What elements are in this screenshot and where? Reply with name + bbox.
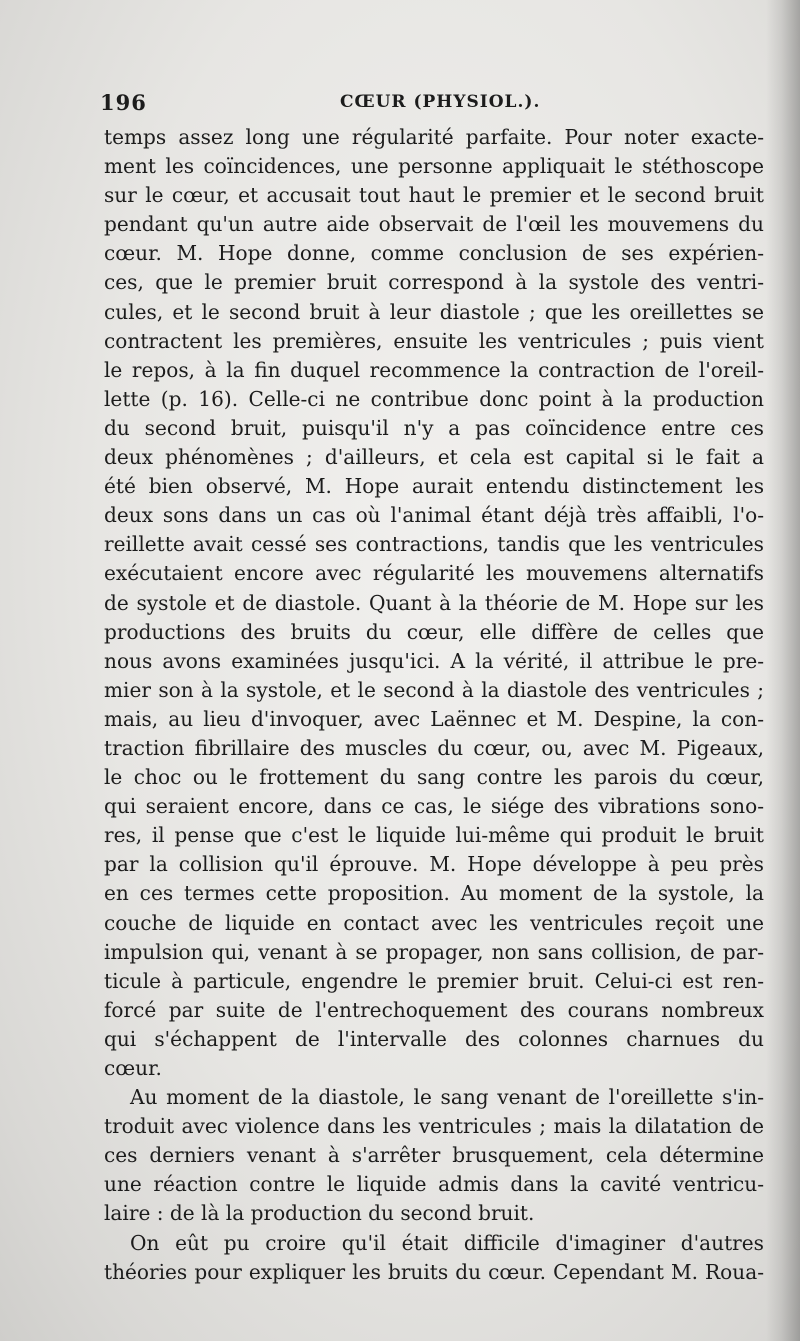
text-line: productions des bruits du cœur, elle diffère de celles que xyxy=(104,619,764,644)
text-line: traction fibrillaire des muscles du cœur, ou, avec M. Pigeaux, xyxy=(104,735,764,760)
text-line: On eût pu croire qu'il était difficile d'imaginer d'autres xyxy=(130,1230,764,1255)
running-title: CŒUR (PHYSIOL.). xyxy=(340,92,541,112)
text-line: exécutaient encore avec régularité les mouvemens alternatifs xyxy=(104,561,764,586)
text-line: temps assez long une régularité parfaite. Pour noter exacte- xyxy=(104,125,764,149)
text-line: mais, au lieu d'invoquer, avec Laënnec et M. Despine, la con- xyxy=(104,706,764,731)
text-line: en ces termes cette proposition. Au moment de la systole, la xyxy=(104,881,764,906)
text-line: pendant qu'un autre aide observait de l'œil les mouvemens du xyxy=(104,212,764,237)
text-line: impulsion qui, venant à se propager, non sans collision, de par- xyxy=(104,939,764,964)
page-gutter-shadow xyxy=(766,0,800,1341)
text-line: res, il pense que c'est le liquide lui-même qui produit le bruit xyxy=(104,823,764,848)
text-line: qui seraient encore, dans ce cas, le siége des vibrations sono- xyxy=(104,794,764,819)
text-line: ces derniers venant à s'arrêter brusquement, cela détermine xyxy=(104,1143,764,1168)
text-line: nous avons examinées jusqu'ici. A la vérité, il attribue le pre- xyxy=(104,648,764,673)
text-line: du second bruit, puisqu'il n'y a pas coïncidence entre ces xyxy=(104,415,764,440)
text-line: cœur. xyxy=(104,1056,162,1080)
text-line: ment les coïncidences, une personne appliquait le stéthoscope xyxy=(104,154,764,179)
body-text xyxy=(104,123,764,1287)
text-line: forcé par suite de l'entrechoquement des courans nombreux xyxy=(104,997,764,1022)
text-line: couche de liquide en contact avec les ventricules reçoit une xyxy=(104,910,764,935)
text-line: le choc ou le frottement du sang contre les parois du cœur, xyxy=(104,765,764,790)
text-line: théories pour expliquer les bruits du cœur. Cependant M. Roua- xyxy=(104,1259,764,1284)
text-line: lette (p. 16). Celle-ci ne contribue donc point à la production xyxy=(104,386,764,411)
paragraph-2 xyxy=(104,1083,764,1228)
text-line: le repos, à la fin duquel recommence la contraction de l'oreil- xyxy=(104,357,764,382)
text-line: une réaction contre le liquide admis dans la cavité ventricu- xyxy=(104,1172,764,1197)
text-line: deux phénomènes ; d'ailleurs, et cela est capital si le fait a xyxy=(104,445,764,470)
text-line: ticule à particule, engendre le premier bruit. Celui-ci est ren- xyxy=(104,968,764,993)
text-line: qui s'échappent de l'intervalle des colonnes charnues du xyxy=(104,1026,764,1051)
text-line: cules, et le second bruit à leur diastole ; que les oreillettes se xyxy=(104,299,764,324)
running-head xyxy=(100,88,740,118)
paragraph-3 xyxy=(104,1229,764,1287)
text-line: deux sons dans un cas où l'animal étant déjà très affaibli, l'o- xyxy=(104,503,764,528)
text-line: cœur. M. Hope donne, comme conclusion de ses expérien- xyxy=(104,241,764,266)
text-line: troduit avec violence dans les ventricules ; mais la dilatation de xyxy=(104,1114,764,1139)
text-line: reillette avait cessé ses contractions, tandis que les ventricules xyxy=(104,532,764,557)
text-line: par la collision qu'il éprouve. M. Hope développe à peu près xyxy=(104,852,764,877)
text-line: contractent les premières, ensuite les ventricules ; puis vient xyxy=(104,328,764,353)
text-line: été bien observé, M. Hope aurait entendu distinctement les xyxy=(104,474,764,499)
text-line: Au moment de la diastole, le sang venant de l'oreillette s'in- xyxy=(130,1085,764,1110)
text-line: ces, que le premier bruit correspond à la systole des ventri- xyxy=(104,270,764,295)
page-number: 196 xyxy=(100,90,147,115)
text-line: mier son à la systole, et le second à la diastole des ventricules ; xyxy=(104,677,764,702)
text-line: sur le cœur, et accusait tout haut le premier et le second bruit xyxy=(104,183,764,208)
text-line: de systole et de diastole. Quant à la théorie de M. Hope sur les xyxy=(104,590,764,615)
text-line: laire : de là la production du second bruit. xyxy=(104,1201,535,1226)
paragraph-1 xyxy=(104,123,764,1083)
